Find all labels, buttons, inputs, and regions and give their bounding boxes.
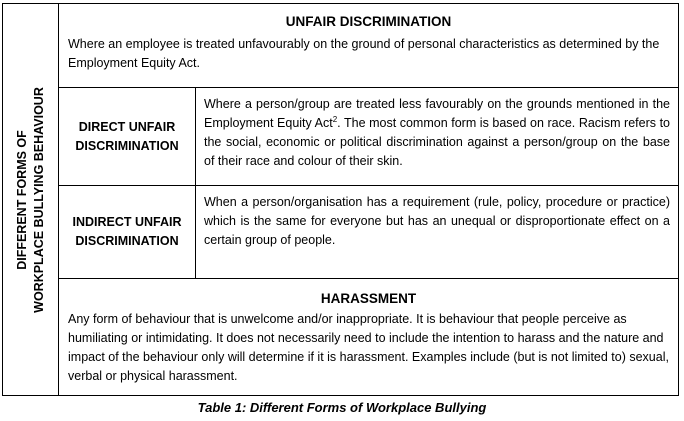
direct-label-line2: DISCRIMINATION: [75, 138, 179, 153]
table-caption: Table 1: Different Forms of Workplace Bullying: [197, 400, 487, 415]
indirect-discrimination-text: When a person/organisation has a requirement (rule, policy, procedure or practice) which is the same for everyone but has an unequal or disproportionate effect on a certain group of people.: [204, 195, 670, 247]
indirect-discrimination-label: [59, 186, 196, 278]
side-label-cell: [3, 4, 59, 395]
unfair-discrimination-text: Where an employee is treated unfavourably on the ground of personal characteristics as determined by the Employment Equity Act.: [68, 37, 660, 70]
unfair-discrimination-heading: UNFAIR DISCRIMINATION: [285, 14, 452, 29]
harassment-heading: HARASSMENT: [320, 291, 417, 306]
indirect-discrimination-row: [59, 186, 678, 279]
workplace-bullying-table: [2, 3, 679, 396]
harassment-section: [59, 279, 678, 395]
indirect-label-line1: INDIRECT UNFAIR: [72, 215, 182, 229]
indirect-label-line2: DISCRIMINATION: [75, 234, 179, 248]
direct-text-before: Where a person/group are treated less favourably on the grounds mentioned in the Employment Equity Act: [204, 97, 670, 130]
harassment-text: Any form of behaviour that is unwelcome and/or inappropriate. It is behaviour that people perceive as humiliating or intimidating. It does not necessarily need to include the intention to harass and the nature and impact of the behaviour only will determine if it is harassment. Examples include (but is not limited to) sexual, verbal or physical harassment.: [68, 312, 669, 383]
unfair-discrimination-section: [59, 4, 678, 88]
direct-discrimination-label: [59, 88, 196, 185]
direct-text-after: . The most common form is based on race. Racism refers to the social, economic or political discrimination against a person/group on the base of their race and colour of their skin.: [204, 116, 670, 168]
footnote-marker: 2: [332, 114, 338, 124]
direct-discrimination-row: [59, 88, 678, 186]
direct-discrimination-text: [196, 88, 678, 185]
direct-label-line1: DIRECT UNFAIR: [78, 119, 176, 134]
table-main: [59, 4, 678, 395]
side-label-line1: DIFFERENT FORMS OF: [14, 129, 29, 270]
side-label: [14, 10, 48, 390]
side-label-line2: WORKPLACE BULLYING BEHAVIOUR: [31, 86, 46, 313]
